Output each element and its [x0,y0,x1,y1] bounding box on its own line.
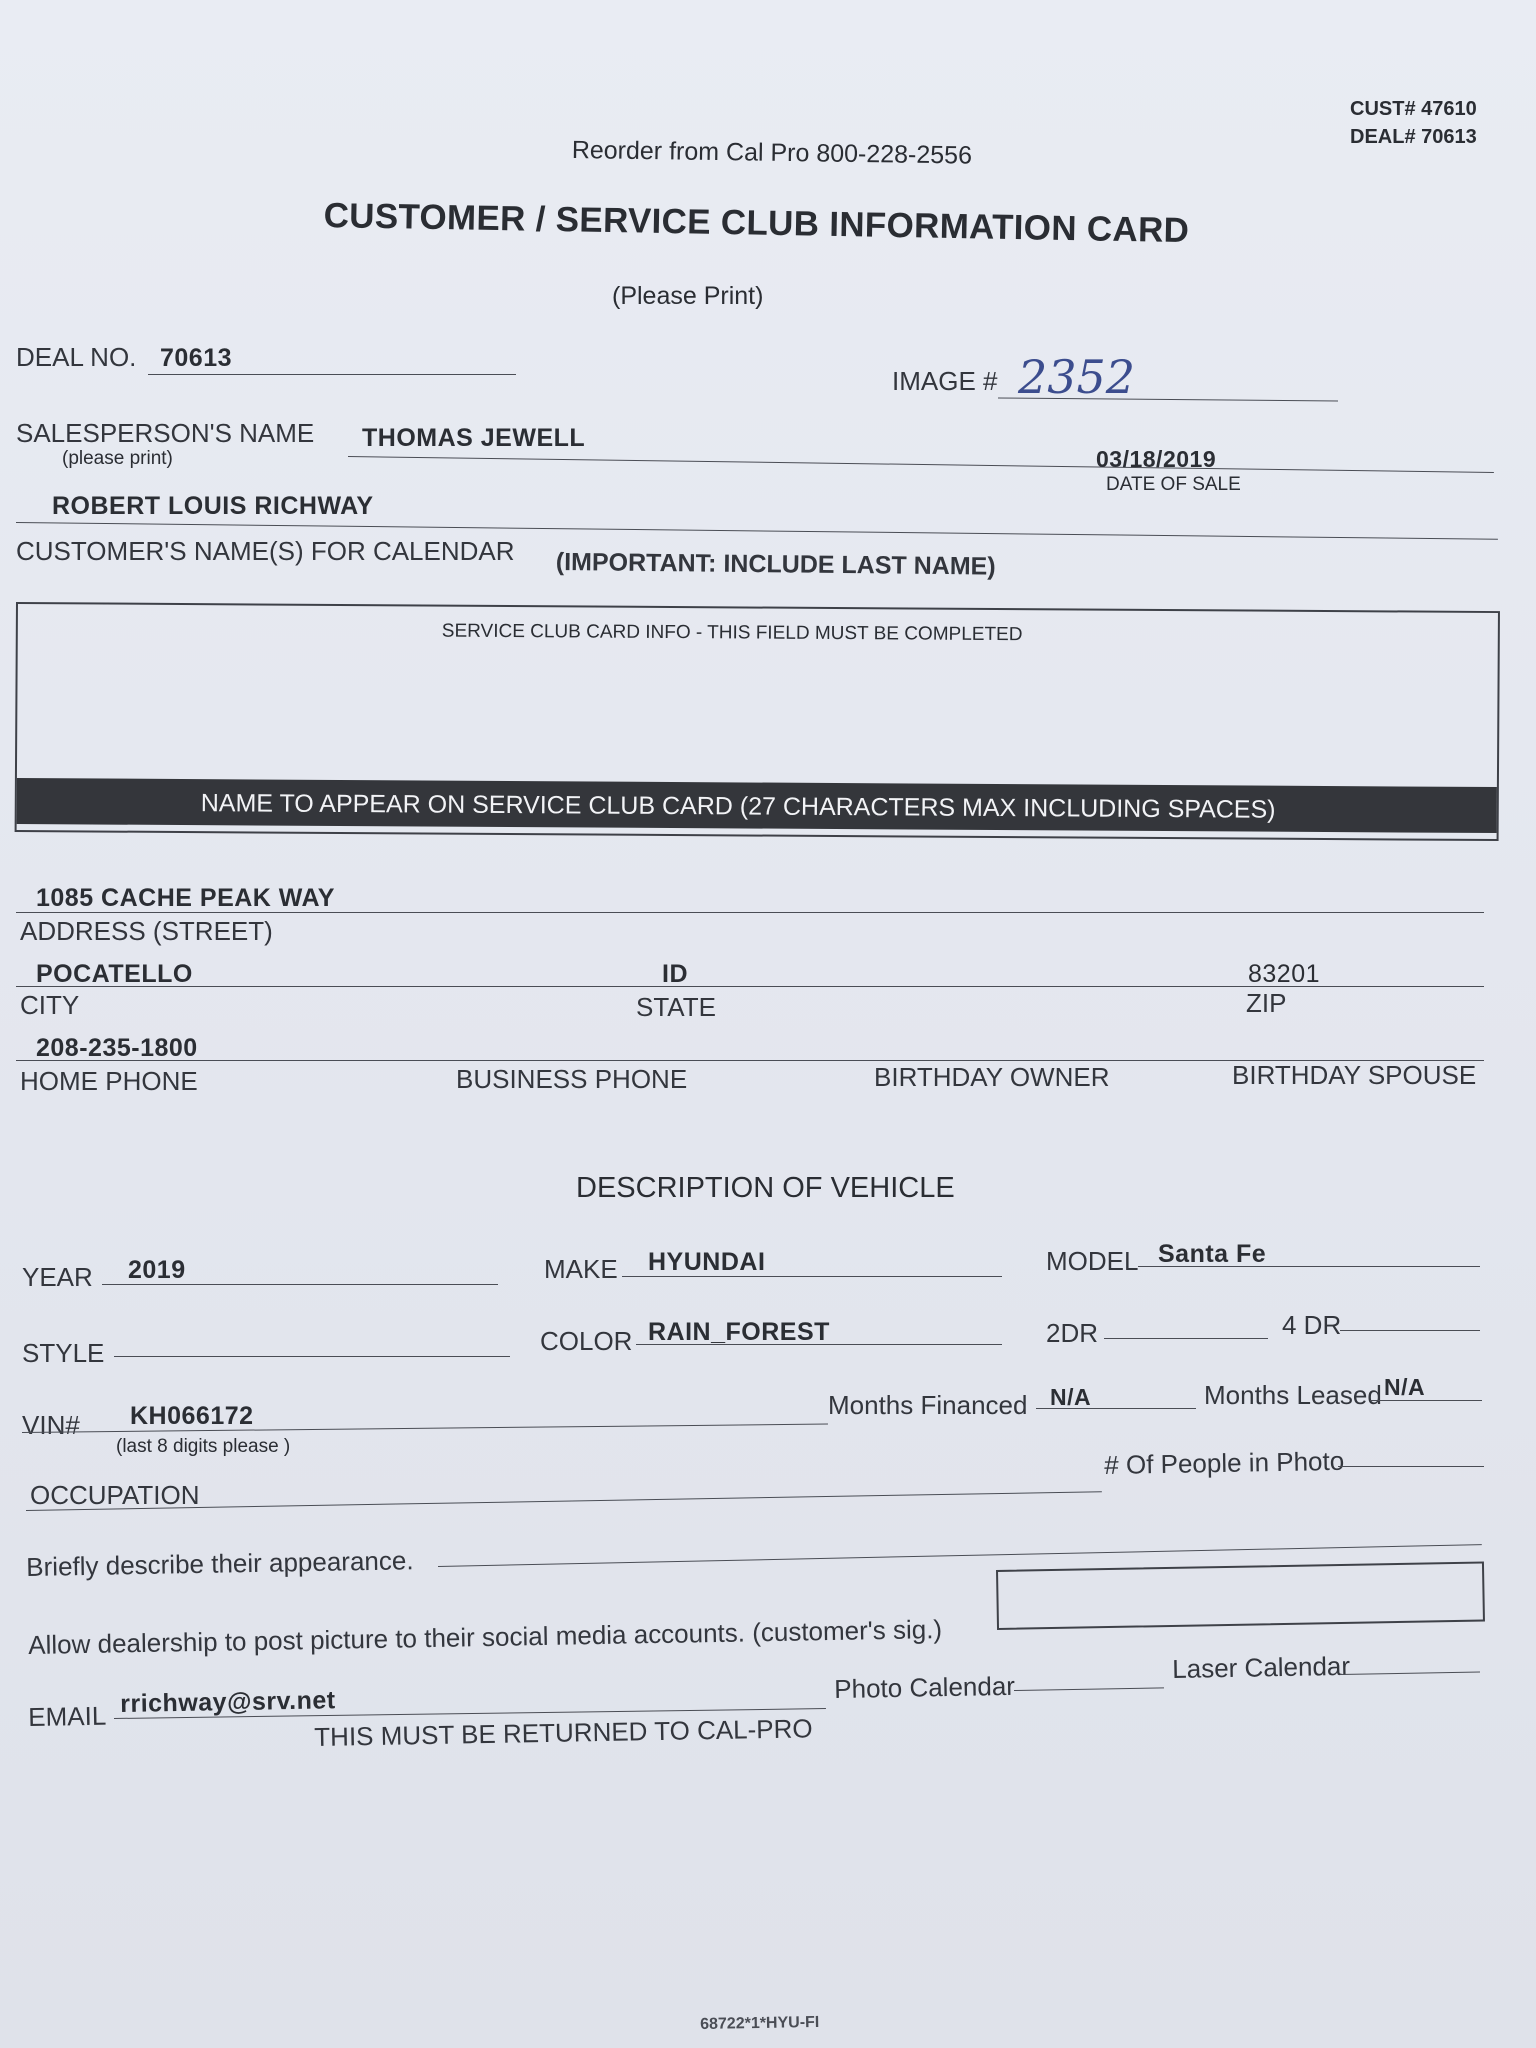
style-label: STYLE [22,1338,105,1368]
vehicle-heading: DESCRIPTION OF VEHICLE [576,1172,955,1204]
color-value: RAIN_FOREST [648,1318,830,1346]
deal-no-label: DEAL NO. [16,342,137,372]
model-underline [1138,1266,1480,1267]
salesperson-underline [348,456,1494,473]
months-leased-underline [1370,1400,1482,1401]
color-label: COLOR [540,1326,633,1356]
state-value: ID [662,960,688,988]
return-note: THIS MUST BE RETURNED TO CAL-PRO [314,1713,813,1752]
deal-number-top: DEAL# 70613 [1350,126,1477,148]
state-label: STATE [636,992,716,1022]
form-title: CUSTOMER / SERVICE CLUB INFORMATION CARD [323,196,1190,251]
laser-calendar-label: Laser Calendar [1172,1650,1351,1684]
date-of-sale-value: 03/18/2019 [1096,446,1217,472]
two-door-underline [1104,1338,1268,1339]
make-label: MAKE [544,1254,618,1284]
laser-calendar-underline [1340,1672,1480,1675]
year-label: YEAR [22,1262,93,1292]
email-value: rrichway@srv.net [120,1686,336,1718]
occupation-label: OCCUPATION [30,1480,200,1510]
vin-label: VIN# [22,1410,80,1440]
vin-value: KH066172 [130,1402,254,1430]
year-value: 2019 [128,1256,186,1284]
deal-no-value: 70613 [160,344,233,372]
form-code-footer: 68722*1*HYU-FI [700,2013,820,2033]
salesperson-value: THOMAS JEWELL [362,424,586,452]
home-phone-label: HOME PHONE [20,1066,198,1096]
vin-sub-label: (last 8 digits please ) [116,1436,291,1457]
image-number-label: IMAGE # [892,366,998,396]
please-print-note: (Please Print) [612,282,764,310]
service-club-heading: SERVICE CLUB CARD INFO - THIS FIELD MUST BE COMPLETED [441,620,1023,646]
four-door-underline [1340,1330,1480,1331]
city-underline [16,986,1484,987]
customer-name-value: ROBERT LOUIS RICHWAY [52,492,374,520]
months-financed-underline [1036,1408,1196,1409]
service-club-bar [17,778,1497,833]
months-financed-value: N/A [1050,1384,1092,1410]
months-leased-label: Months Leased [1204,1380,1382,1410]
year-underline [102,1284,498,1285]
zip-label: ZIP [1246,988,1287,1018]
social-media-permission-label: Allow dealership to post picture to their social media accounts. (customer's sig.) [28,1614,943,1660]
image-number-value: 2352 [1018,350,1136,404]
customer-important-note: (IMPORTANT: INCLUDE LAST NAME) [555,548,996,581]
make-underline [622,1276,1002,1277]
home-phone-value: 208-235-1800 [36,1034,198,1062]
date-of-sale-label: DATE OF SALE [1106,474,1241,495]
four-door-label: 4 DR [1282,1310,1342,1340]
appearance-label: Briefly describe their appearance. [26,1545,414,1582]
months-leased-value: N/A [1384,1374,1426,1400]
people-in-photo-label: # Of People in Photo [1104,1445,1345,1480]
street-label: ADDRESS (STREET) [20,916,273,946]
cust-number: CUST# 47610 [1350,98,1477,120]
service-club-box [15,602,1500,841]
email-label: EMAIL [28,1700,107,1732]
photo-calendar-underline [1014,1687,1164,1691]
birthday-owner-label: BIRTHDAY OWNER [874,1062,1110,1092]
two-door-label: 2DR [1046,1318,1099,1348]
business-phone-label: BUSINESS PHONE [456,1064,688,1094]
months-financed-label: Months Financed [828,1390,1028,1420]
deal-no-underline [148,374,516,375]
customer-signature-box[interactable] [996,1561,1485,1630]
model-label: MODEL [1046,1246,1139,1276]
color-underline [636,1344,1002,1345]
photo-calendar-label: Photo Calendar [834,1670,1016,1704]
reorder-note: Reorder from Cal Pro 800-228-2556 [571,136,973,170]
salesperson-sub-label: (please print) [62,448,173,469]
model-value: Santa Fe [1158,1240,1267,1268]
customer-name-label: CUSTOMER'S NAME(S) FOR CALENDAR [16,536,515,566]
birthday-spouse-label: BIRTHDAY SPOUSE [1232,1060,1477,1090]
style-underline [114,1356,510,1357]
service-club-bar-text: NAME TO APPEAR ON SERVICE CLUB CARD (27 CHARACTERS MAX INCLUDING SPACES) [200,789,1276,824]
street-value: 1085 CACHE PEAK WAY [36,884,335,912]
zip-value: 83201 [1248,960,1321,988]
city-label: CITY [20,990,80,1020]
people-in-photo-underline [1338,1466,1484,1467]
city-value: POCATELLO [36,960,193,988]
make-value: HYUNDAI [648,1248,766,1276]
street-underline [16,912,1484,913]
salesperson-label: SALESPERSON'S NAME [16,418,315,448]
